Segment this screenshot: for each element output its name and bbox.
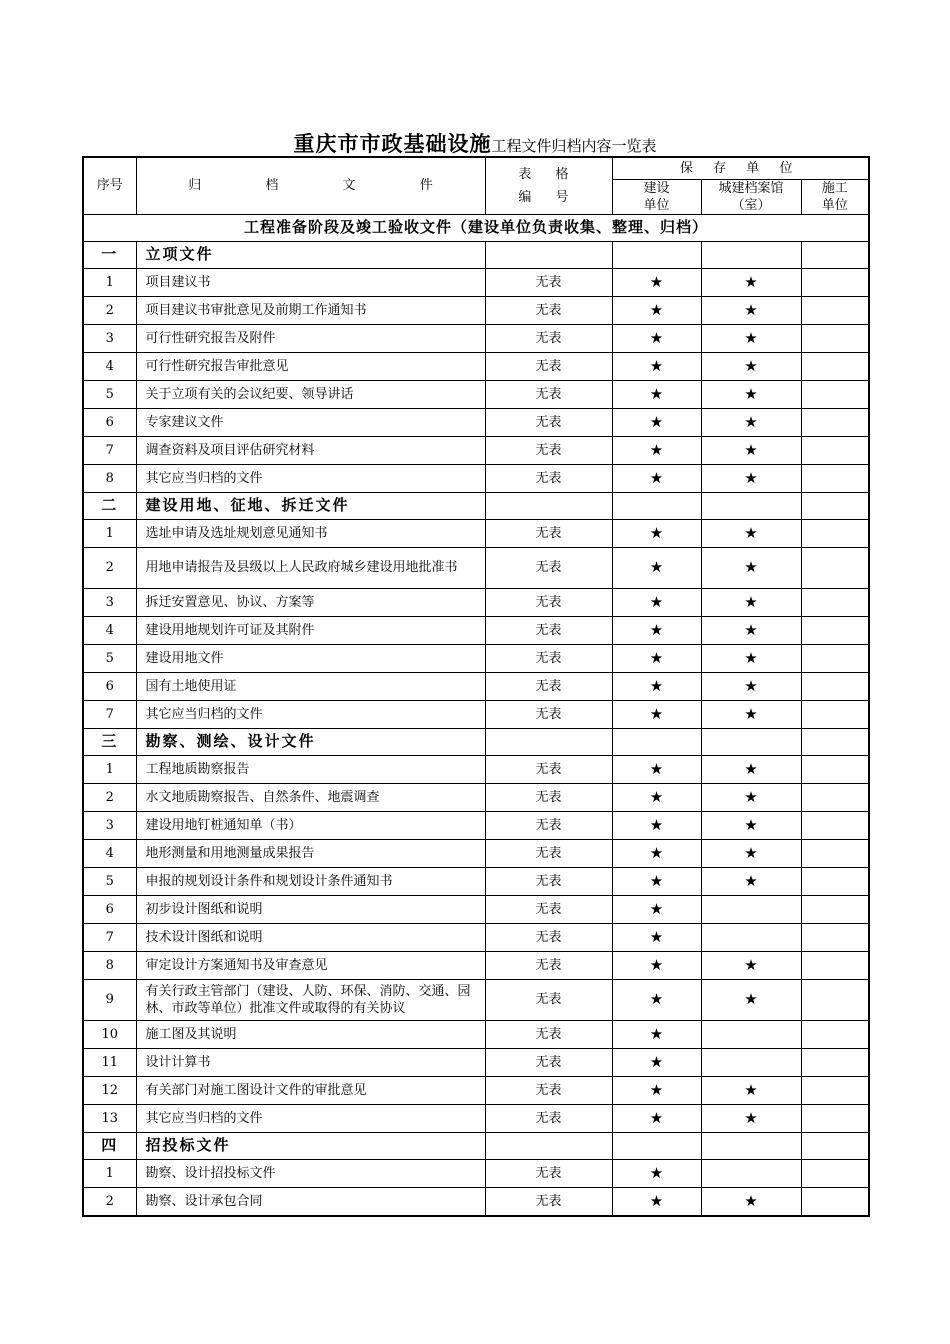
row-number: 7 (83, 923, 136, 951)
mark-construction-unit (801, 672, 869, 700)
row-document-name: 项目建议书 (136, 268, 485, 296)
row-document-name: 水文地质勘察报告、自然条件、地震调查 (136, 783, 485, 811)
mark-archive-office: ★ (701, 951, 801, 979)
header-unit-build-bottom: 单位 (643, 197, 670, 213)
title-main: 重庆市市政基础设施 (293, 132, 492, 156)
header-unit-construct (801, 179, 869, 214)
row-number: 13 (83, 1104, 136, 1132)
section-build-cell (612, 241, 701, 268)
section-number: 三 (83, 728, 136, 755)
row-form-number: 无表 (485, 700, 612, 728)
mark-build-unit: ★ (612, 324, 701, 352)
row-document-name: 设计计算书 (136, 1048, 485, 1076)
row-document-name: 地形测量和用地测量成果报告 (136, 839, 485, 867)
header-row (83, 157, 869, 179)
row-document-name: 用地申请报告及县级以上人民政府城乡建设用地批准书 (136, 547, 485, 588)
section-row (83, 241, 869, 268)
mark-build-unit: ★ (612, 895, 701, 923)
row-form-number: 无表 (485, 464, 612, 492)
row-form-number: 无表 (485, 811, 612, 839)
stage-title: 工程准备阶段及竣工验收文件（建设单位负责收集、整理、归档） (83, 214, 869, 241)
mark-construction-unit (801, 268, 869, 296)
mark-build-unit: ★ (612, 1187, 701, 1216)
row-number: 4 (83, 616, 136, 644)
table-row (83, 839, 869, 867)
row-document-name: 其它应当归档的文件 (136, 700, 485, 728)
section-row (83, 1132, 869, 1159)
row-document-name: 拆迁安置意见、协议、方案等 (136, 588, 485, 616)
mark-build-unit: ★ (612, 1076, 701, 1104)
archive-table (82, 156, 870, 1217)
row-document-name: 可行性研究报告审批意见 (136, 352, 485, 380)
row-form-number: 无表 (485, 352, 612, 380)
mark-construction-unit (801, 1187, 869, 1216)
table-row (83, 408, 869, 436)
mark-build-unit: ★ (612, 755, 701, 783)
header-form-bottom: 编 号 (518, 189, 579, 205)
mark-archive-office: ★ (701, 839, 801, 867)
row-form-number: 无表 (485, 1048, 612, 1076)
mark-construction-unit (801, 1104, 869, 1132)
header-unit-archive (701, 179, 801, 214)
section-number: 二 (83, 492, 136, 519)
section-build-cell (612, 492, 701, 519)
mark-archive-office: ★ (701, 380, 801, 408)
header-keep-label: 保 存 单 位 (680, 160, 801, 176)
mark-construction-unit (801, 1020, 869, 1048)
table-row (83, 783, 869, 811)
row-number: 3 (83, 811, 136, 839)
section-number: 四 (83, 1132, 136, 1159)
row-document-name: 勘察、设计承包合同 (136, 1187, 485, 1216)
row-number: 2 (83, 296, 136, 324)
section-number: 一 (83, 241, 136, 268)
table-row (83, 380, 869, 408)
table-row (83, 1020, 869, 1048)
row-number: 1 (83, 755, 136, 783)
mark-construction-unit (801, 616, 869, 644)
row-number: 11 (83, 1048, 136, 1076)
table-row (83, 268, 869, 296)
mark-archive-office: ★ (701, 1104, 801, 1132)
mark-build-unit: ★ (612, 408, 701, 436)
row-document-name: 国有土地使用证 (136, 672, 485, 700)
table-row (83, 672, 869, 700)
section-row (83, 492, 869, 519)
mark-archive-office: ★ (701, 700, 801, 728)
row-form-number: 无表 (485, 616, 612, 644)
header-seq: 序号 (83, 157, 136, 214)
mark-build-unit: ★ (612, 588, 701, 616)
section-construct-cell (801, 728, 869, 755)
row-number: 12 (83, 1076, 136, 1104)
mark-archive-office (701, 923, 801, 951)
section-construct-cell (801, 492, 869, 519)
mark-archive-office: ★ (701, 324, 801, 352)
row-form-number: 无表 (485, 1076, 612, 1104)
table-row (83, 700, 869, 728)
row-document-name: 建设用地钉桩通知单（书） (136, 811, 485, 839)
mark-construction-unit (801, 979, 869, 1020)
row-form-number: 无表 (485, 867, 612, 895)
table-row (83, 547, 869, 588)
row-number: 6 (83, 672, 136, 700)
row-document-name: 施工图及其说明 (136, 1020, 485, 1048)
mark-build-unit: ★ (612, 1159, 701, 1187)
table-row (83, 811, 869, 839)
row-form-number: 无表 (485, 268, 612, 296)
row-number: 4 (83, 839, 136, 867)
table-row (83, 1076, 869, 1104)
row-number: 5 (83, 644, 136, 672)
mark-build-unit: ★ (612, 951, 701, 979)
header-form-top: 表 格 (518, 166, 579, 182)
mark-construction-unit (801, 296, 869, 324)
row-number: 8 (83, 464, 136, 492)
mark-build-unit: ★ (612, 811, 701, 839)
section-archive-cell (701, 241, 801, 268)
row-document-name: 建设用地文件 (136, 644, 485, 672)
table-row (83, 867, 869, 895)
header-doc-label: 归 档 文 件 (188, 178, 463, 194)
mark-construction-unit (801, 380, 869, 408)
mark-construction-unit (801, 1048, 869, 1076)
stage-row (83, 214, 869, 241)
mark-archive-office: ★ (701, 616, 801, 644)
row-number: 1 (83, 268, 136, 296)
header-keep (612, 157, 869, 179)
row-number: 3 (83, 588, 136, 616)
section-form-cell (485, 241, 612, 268)
mark-archive-office (701, 1159, 801, 1187)
section-row (83, 728, 869, 755)
table-row (83, 519, 869, 547)
mark-build-unit: ★ (612, 464, 701, 492)
mark-archive-office: ★ (701, 352, 801, 380)
mark-construction-unit (801, 547, 869, 588)
row-document-name: 初步设计图纸和说明 (136, 895, 485, 923)
row-document-name: 有关行政主管部门（建设、人防、环保、消防、交通、园林、市政等单位）批准文件或取得的有关协议 (136, 979, 485, 1020)
mark-archive-office: ★ (701, 1076, 801, 1104)
mark-archive-office (701, 1020, 801, 1048)
row-form-number: 无表 (485, 380, 612, 408)
mark-archive-office: ★ (701, 436, 801, 464)
mark-construction-unit (801, 352, 869, 380)
table-row (83, 324, 869, 352)
section-form-cell (485, 492, 612, 519)
mark-construction-unit (801, 644, 869, 672)
row-number: 6 (83, 408, 136, 436)
row-document-name: 项目建议书审批意见及前期工作通知书 (136, 296, 485, 324)
row-document-name: 专家建议文件 (136, 408, 485, 436)
mark-build-unit: ★ (612, 867, 701, 895)
row-number: 5 (83, 380, 136, 408)
mark-construction-unit (801, 1076, 869, 1104)
row-document-name: 有关部门对施工图设计文件的审批意见 (136, 1076, 485, 1104)
mark-build-unit: ★ (612, 672, 701, 700)
section-title: 招投标文件 (136, 1132, 485, 1159)
mark-construction-unit (801, 783, 869, 811)
mark-construction-unit (801, 923, 869, 951)
row-form-number: 无表 (485, 1159, 612, 1187)
table-row (83, 1104, 869, 1132)
mark-build-unit: ★ (612, 268, 701, 296)
section-build-cell (612, 728, 701, 755)
table-row (83, 464, 869, 492)
row-document-name: 选址申请及选址规划意见通知书 (136, 519, 485, 547)
row-form-number: 无表 (485, 755, 612, 783)
row-form-number: 无表 (485, 923, 612, 951)
mark-archive-office: ★ (701, 408, 801, 436)
mark-construction-unit (801, 895, 869, 923)
mark-construction-unit (801, 519, 869, 547)
table-row (83, 895, 869, 923)
header-unit-construct-top: 施工 (821, 180, 848, 196)
header-doc (136, 157, 485, 214)
row-number: 2 (83, 783, 136, 811)
row-document-name: 其它应当归档的文件 (136, 1104, 485, 1132)
row-form-number: 无表 (485, 644, 612, 672)
section-title: 建设用地、征地、拆迁文件 (136, 492, 485, 519)
row-number: 5 (83, 867, 136, 895)
row-number: 4 (83, 352, 136, 380)
header-unit-build-top: 建设 (643, 180, 670, 196)
mark-build-unit: ★ (612, 519, 701, 547)
row-document-name: 审定设计方案通知书及审查意见 (136, 951, 485, 979)
row-form-number: 无表 (485, 547, 612, 588)
mark-archive-office: ★ (701, 296, 801, 324)
row-number: 10 (83, 1020, 136, 1048)
mark-archive-office: ★ (701, 867, 801, 895)
mark-construction-unit (801, 588, 869, 616)
mark-construction-unit (801, 700, 869, 728)
row-form-number: 无表 (485, 1187, 612, 1216)
row-document-name: 勘察、设计招投标文件 (136, 1159, 485, 1187)
mark-build-unit: ★ (612, 839, 701, 867)
mark-construction-unit (801, 839, 869, 867)
table-row (83, 1159, 869, 1187)
row-document-name: 建设用地规划许可证及其附件 (136, 616, 485, 644)
row-number: 2 (83, 547, 136, 588)
section-title: 勘察、测绘、设计文件 (136, 728, 485, 755)
section-form-cell (485, 1132, 612, 1159)
section-title: 立项文件 (136, 241, 485, 268)
title-sub: 工程文件归档内容一览表 (491, 137, 657, 155)
mark-archive-office: ★ (701, 644, 801, 672)
row-form-number: 无表 (485, 519, 612, 547)
row-form-number: 无表 (485, 436, 612, 464)
mark-construction-unit (801, 811, 869, 839)
mark-build-unit: ★ (612, 296, 701, 324)
row-form-number: 无表 (485, 296, 612, 324)
mark-construction-unit (801, 324, 869, 352)
row-document-name: 关于立项有关的会议纪要、领导讲话 (136, 380, 485, 408)
mark-build-unit: ★ (612, 436, 701, 464)
row-form-number: 无表 (485, 408, 612, 436)
header-unit-build (612, 179, 701, 214)
table-row (83, 436, 869, 464)
section-archive-cell (701, 492, 801, 519)
row-number: 1 (83, 519, 136, 547)
table-row (83, 1048, 869, 1076)
row-document-name: 调查资料及项目评估研究材料 (136, 436, 485, 464)
row-number: 3 (83, 324, 136, 352)
mark-build-unit: ★ (612, 700, 701, 728)
mark-build-unit: ★ (612, 979, 701, 1020)
mark-archive-office: ★ (701, 464, 801, 492)
archive-table-body (83, 157, 869, 1216)
mark-archive-office: ★ (701, 1187, 801, 1216)
row-form-number: 无表 (485, 588, 612, 616)
row-form-number: 无表 (485, 951, 612, 979)
mark-construction-unit (801, 436, 869, 464)
row-document-name: 技术设计图纸和说明 (136, 923, 485, 951)
mark-build-unit: ★ (612, 783, 701, 811)
table-row (83, 755, 869, 783)
row-number: 9 (83, 979, 136, 1020)
row-number: 7 (83, 436, 136, 464)
mark-build-unit: ★ (612, 352, 701, 380)
row-form-number: 无表 (485, 895, 612, 923)
mark-archive-office: ★ (701, 979, 801, 1020)
mark-build-unit: ★ (612, 1104, 701, 1132)
table-row (83, 296, 869, 324)
row-form-number: 无表 (485, 839, 612, 867)
mark-archive-office: ★ (701, 547, 801, 588)
row-document-name: 可行性研究报告及附件 (136, 324, 485, 352)
mark-archive-office (701, 895, 801, 923)
row-form-number: 无表 (485, 1104, 612, 1132)
table-row (83, 979, 869, 1020)
mark-archive-office (701, 1048, 801, 1076)
section-construct-cell (801, 241, 869, 268)
mark-build-unit: ★ (612, 923, 701, 951)
table-row (83, 923, 869, 951)
mark-construction-unit (801, 408, 869, 436)
row-form-number: 无表 (485, 1020, 612, 1048)
mark-construction-unit (801, 951, 869, 979)
section-archive-cell (701, 728, 801, 755)
table-row (83, 951, 869, 979)
mark-build-unit: ★ (612, 1020, 701, 1048)
table-row (83, 352, 869, 380)
table-row (83, 1187, 869, 1216)
row-form-number: 无表 (485, 324, 612, 352)
row-document-name: 工程地质勘察报告 (136, 755, 485, 783)
mark-construction-unit (801, 867, 869, 895)
row-number: 7 (83, 700, 136, 728)
mark-archive-office: ★ (701, 783, 801, 811)
mark-archive-office: ★ (701, 672, 801, 700)
header-form (485, 157, 612, 214)
mark-archive-office: ★ (701, 755, 801, 783)
section-archive-cell (701, 1132, 801, 1159)
header-unit-construct-bottom: 单位 (821, 197, 848, 213)
row-number: 8 (83, 951, 136, 979)
mark-construction-unit (801, 755, 869, 783)
table-row (83, 616, 869, 644)
mark-archive-office: ★ (701, 519, 801, 547)
row-document-name: 申报的规划设计条件和规划设计条件通知书 (136, 867, 485, 895)
mark-construction-unit (801, 1159, 869, 1187)
table-row (83, 588, 869, 616)
row-document-name: 其它应当归档的文件 (136, 464, 485, 492)
row-form-number: 无表 (485, 672, 612, 700)
mark-build-unit: ★ (612, 616, 701, 644)
document-title (0, 128, 950, 158)
table-row (83, 644, 869, 672)
mark-build-unit: ★ (612, 380, 701, 408)
header-unit-archive-bottom: （室） (731, 197, 771, 213)
mark-build-unit: ★ (612, 547, 701, 588)
mark-build-unit: ★ (612, 1048, 701, 1076)
section-form-cell (485, 728, 612, 755)
row-form-number: 无表 (485, 783, 612, 811)
section-construct-cell (801, 1132, 869, 1159)
mark-archive-office: ★ (701, 588, 801, 616)
mark-build-unit: ★ (612, 644, 701, 672)
section-build-cell (612, 1132, 701, 1159)
row-number: 2 (83, 1187, 136, 1216)
mark-archive-office: ★ (701, 811, 801, 839)
row-form-number: 无表 (485, 979, 612, 1020)
mark-construction-unit (801, 464, 869, 492)
mark-archive-office: ★ (701, 268, 801, 296)
row-number: 6 (83, 895, 136, 923)
header-unit-archive-top: 城建档案馆 (718, 180, 784, 196)
row-number: 1 (83, 1159, 136, 1187)
